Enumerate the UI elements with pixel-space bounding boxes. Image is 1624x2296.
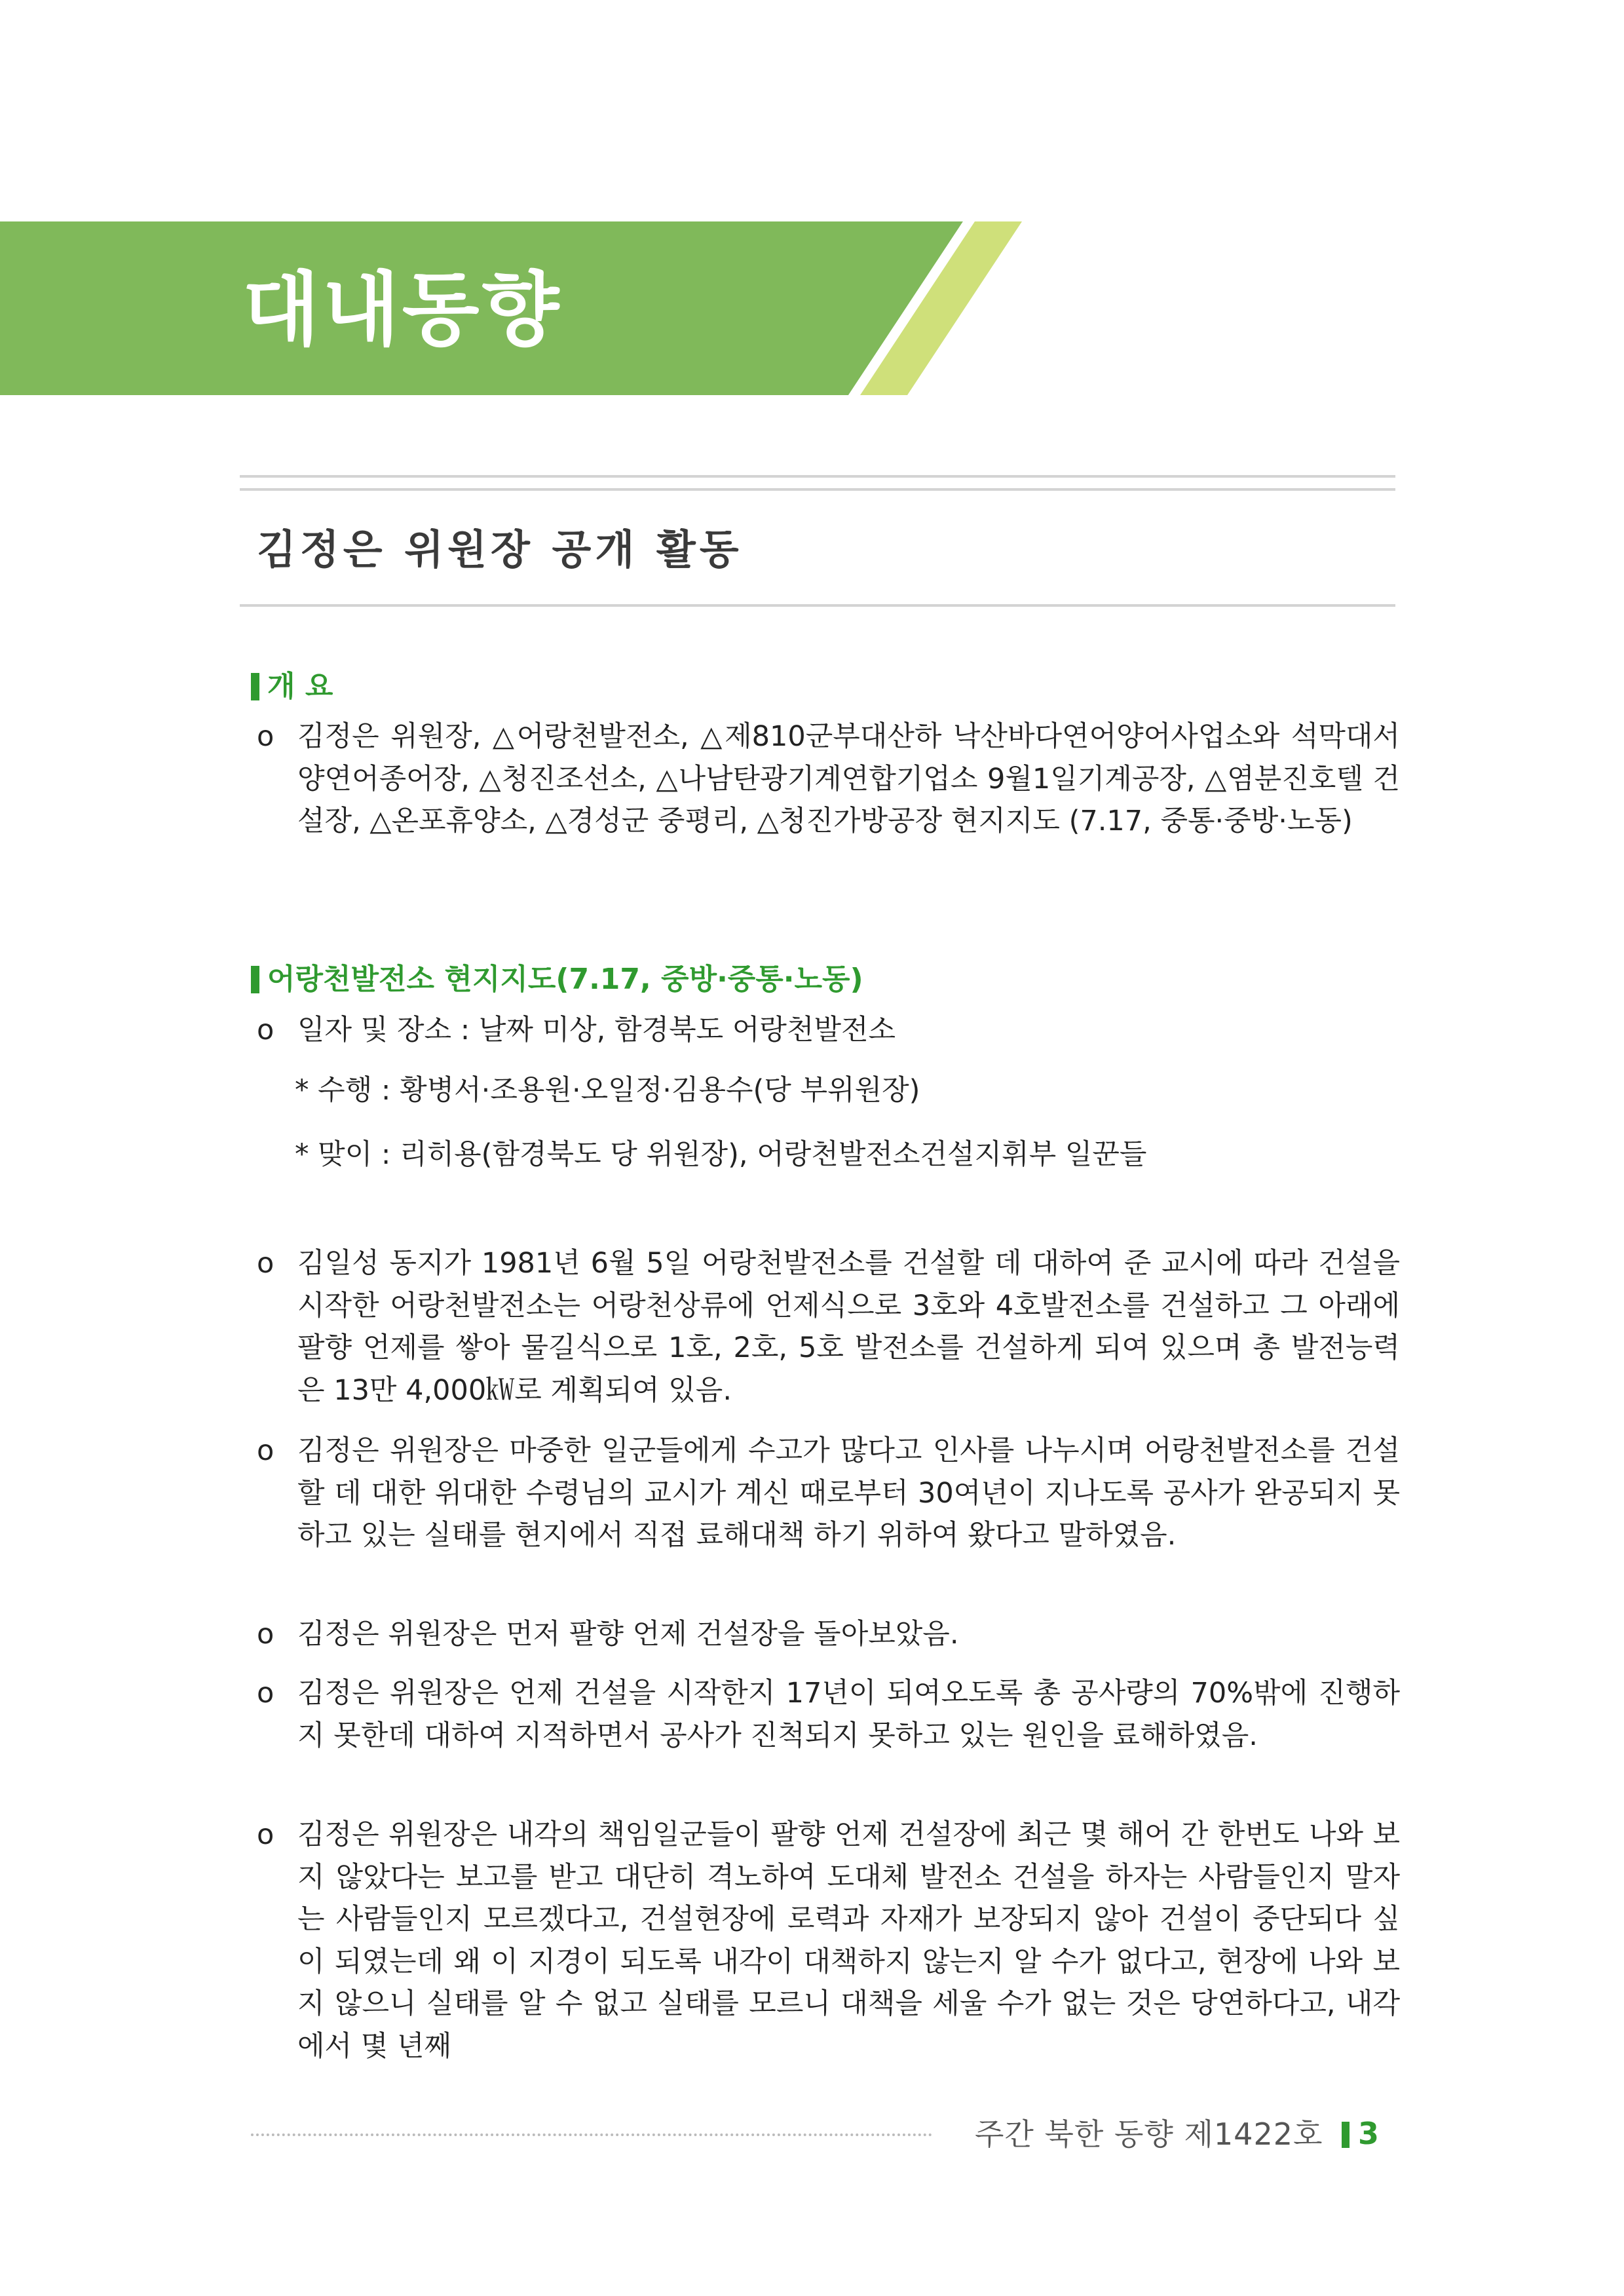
bullet-mark: o [257,1247,274,1280]
date-place-bullet [257,1009,1400,1052]
date-place-text: 일자 및 장소 : 날짜 미상, 함경북도 어랑천발전소 [297,1014,896,1046]
heading-bar-marker [251,673,259,700]
bullet-mark: o [257,1434,274,1467]
paragraph-text: 김정은 위원장은 먼저 팔향 언제 건설장을 돌아보았음. [297,1618,959,1651]
paragraph-text: 김정은 위원장은 언제 건설을 시작한지 17년이 되여오도록 총 공사량의 70%밖에 진행하지 못한데 대하여 지적하면서 공사가 진척되지 못하고 있는 원인을 료해하였음. [297,1677,1400,1752]
paragraph-text: 김일성 동지가 1981년 6월 5일 어랑천발전소를 건설할 데 대하여 준 교시에 따라 건설을 시작한 어랑천발전소는 어랑천상류에 언제식으로 3호와 4호발전소를 건설하고 그 아래에 팔향 언제를 쌓아 물길식으로 1호, 2호, 5호 발전소를 건설하게 되여 있으며 총 발전능력은 13만 4,000㎾로 계획되여 있음. [297,1247,1400,1407]
page-number: 3 [1358,2116,1380,2151]
overview-bullet [257,716,1400,843]
bullet-mark: o [257,1618,274,1651]
section2-heading [251,960,863,999]
paragraph-bullet [257,1613,1400,1656]
greeting-note: * 맞이 : 리히용(함경북도 당 위원장), 어랑천발전소건설지휘부 일꾼들 [295,1138,1147,1171]
section2-heading-text: 어랑천발전소 현지지도(7.17, 중방·중통·노동) [267,963,863,996]
bullet-mark: o [257,1677,274,1710]
section-banner [0,221,1022,395]
paragraph-bullet [257,1814,1400,2067]
entourage-note: * 수행 : 황병서·조용원·오일정·김용수(당 부위원장) [295,1074,920,1107]
bullet-mark: o [257,720,274,753]
footer-bar-marker [1342,2122,1350,2148]
section-title: 대내동향 [242,263,562,356]
paragraph-text: 김정은 위원장은 마중한 일군들에게 수고가 많다고 인사를 나누시며 어랑천발전소를 건설할 데 대한 위대한 수령님의 교시가 계신 때로부터 30여년이 지나도록 공사가 완공되지 못하고 있는 실태를 현지에서 직접 료해대책 하기 위하여 왔다고 말하였음. [297,1434,1400,1552]
overview-heading [251,667,333,706]
footer-publication: 주간 북한 동향 제1422호 [975,2116,1323,2152]
footer-divider [251,2133,932,2136]
overview-text: 김정은 위원장, △어랑천발전소, △제810군부대산하 낙산바다연어양어사업소와 석막대서양연어종어장, △청진조선소, △나남탄광기계연합기업소 9월1일기계공장, △염분진호텔 건설장, △온포휴양소, △경성군 중평리, △청진가방공장 현지지도 (7.17, 중통·중방·노동) [297,720,1400,837]
paragraph-bullet [257,1672,1400,1757]
article-title: 김정은 위원장 공개 활동 [257,526,743,573]
title-rule-bottom [240,604,1395,607]
paragraph-bullet [257,1430,1400,1557]
title-rule-top [240,475,1395,478]
bullet-mark: o [257,1014,274,1046]
bullet-mark: o [257,1818,274,1851]
overview-heading-text: 개 요 [267,670,333,703]
title-rule-top-inner [240,488,1395,491]
paragraph-text: 김정은 위원장은 내각의 책임일군들이 팔향 언제 건설장에 최근 몇 해어 간 한번도 나와 보지 않았다는 보고를 받고 대단히 격노하여 도대체 발전소 건설을 하자는 사람들인지 말자는 사람들인지 모르겠다고, 건설현장에 로력과 자재가 보장되지 않아 건설이 중단되다 싶이 되였는데 왜 이 지경이 되도록 내각이 대책하지 않는지 알 수가 없다고, 현장에 나와 보지 않으니 실태를 알 수 없고 실태를 모르니 대책을 세울 수가 없는 것은 당연하다고, 내각에서 몇 년째 [297,1818,1400,2063]
paragraph-bullet [257,1242,1400,1411]
heading-bar-marker [251,966,259,993]
